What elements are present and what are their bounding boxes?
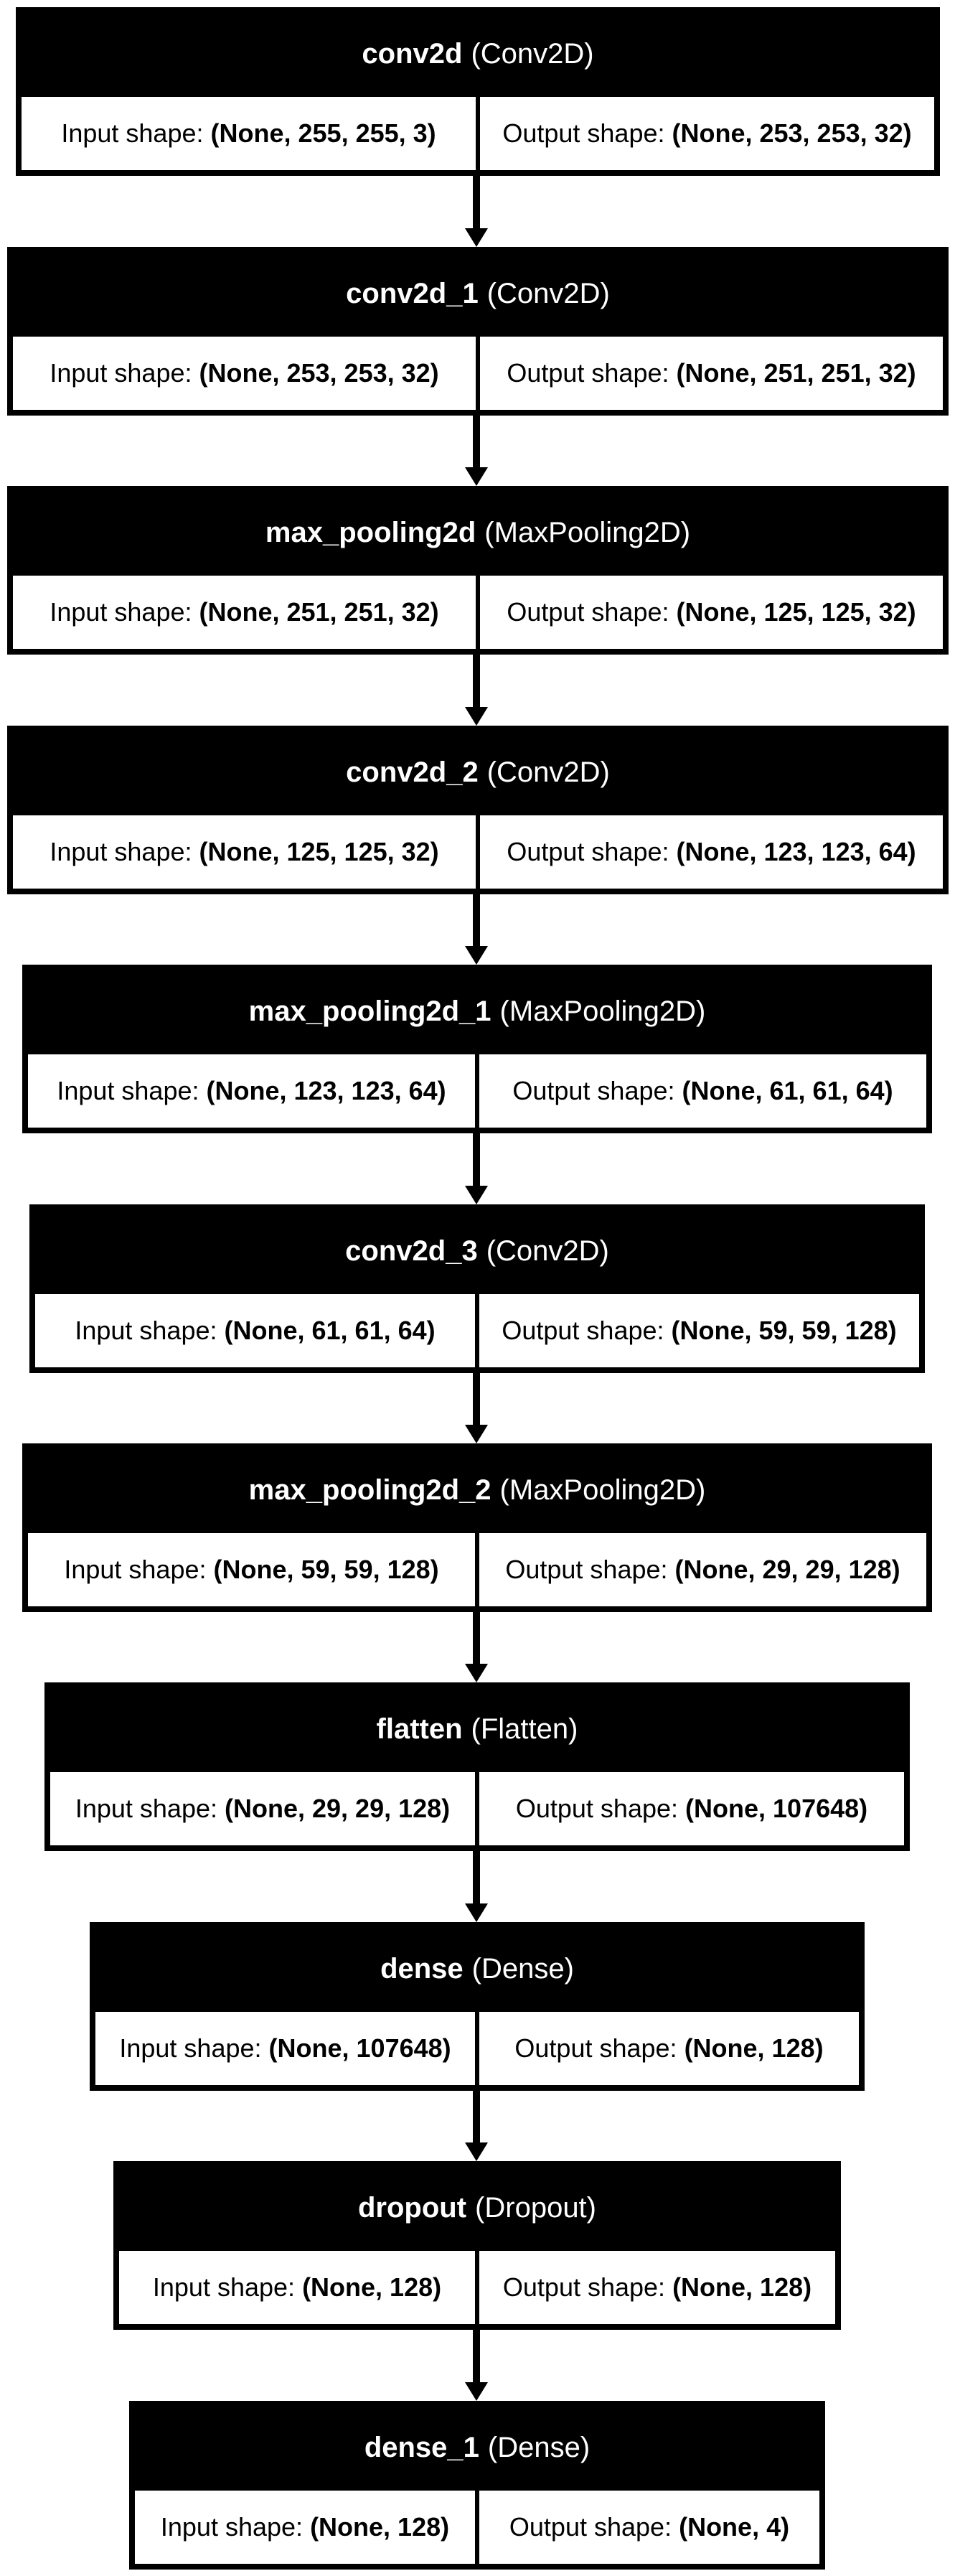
input-shape-cell	[95, 2012, 475, 2085]
output-shape-value: (None, 61, 61, 64)	[682, 1076, 893, 1105]
layer-name: conv2d_3	[345, 1235, 478, 1267]
output-shape-cell	[480, 815, 943, 889]
input-shape-label: Input shape:	[64, 1555, 207, 1584]
output-shape-value: (None, 251, 251, 32)	[676, 358, 916, 388]
layer-name: max_pooling2d	[265, 516, 476, 548]
input-shape-value: (None, 59, 59, 128)	[213, 1555, 439, 1584]
input-shape-value: (None, 128)	[302, 2272, 442, 2302]
output-shape-value: (None, 125, 125, 32)	[676, 597, 916, 627]
layer-name: conv2d_2	[346, 756, 479, 788]
input-shape-cell	[13, 337, 476, 410]
layer-name: max_pooling2d_1	[248, 995, 491, 1027]
layer-name: max_pooling2d_2	[248, 1474, 491, 1506]
layer-node	[29, 1204, 925, 1373]
output-shape-cell	[479, 2012, 859, 2085]
layer-title	[93, 1926, 861, 2012]
layer-shapes	[11, 576, 945, 651]
layer-title	[26, 1447, 928, 1533]
layer-type: (Conv2D)	[471, 37, 594, 70]
layer-shapes	[26, 1054, 928, 1130]
output-shape-cell	[479, 2491, 819, 2564]
layer-node	[129, 2401, 825, 2570]
output-shape-label: Output shape:	[502, 1316, 664, 1345]
input-shape-value: (None, 255, 255, 3)	[210, 118, 436, 148]
connector-arrow-line	[473, 176, 480, 230]
output-shape-value: (None, 253, 253, 32)	[672, 118, 912, 148]
input-shape-cell	[22, 97, 476, 170]
layer-node	[16, 7, 940, 176]
arrowhead-icon	[465, 1903, 488, 1922]
output-shape-cell	[479, 1054, 926, 1128]
layer-type: (Conv2D)	[486, 277, 610, 309]
input-shape-value: (None, 253, 253, 32)	[199, 358, 439, 388]
layer-title	[11, 250, 945, 337]
input-shape-label: Input shape:	[57, 1076, 199, 1105]
arrowhead-icon	[465, 228, 488, 247]
layer-node	[113, 2161, 841, 2330]
layer-title	[33, 1208, 921, 1294]
layer-shapes	[133, 2491, 822, 2566]
input-shape-cell	[135, 2491, 475, 2564]
layer-type: (Dense)	[471, 1952, 574, 1985]
layer-type: (Dropout)	[475, 2191, 596, 2224]
layer-node	[7, 247, 949, 416]
input-shape-label: Input shape:	[119, 2033, 262, 2063]
input-shape-label: Input shape:	[152, 2272, 296, 2302]
output-shape-label: Output shape:	[509, 2512, 672, 2542]
arrowhead-icon	[465, 1664, 488, 1682]
input-shape-label: Input shape:	[61, 118, 204, 148]
layer-name: flatten	[376, 1713, 463, 1745]
layer-shapes	[93, 2012, 861, 2087]
connector-arrow-line	[473, 416, 480, 469]
input-shape-label: Input shape:	[75, 1794, 218, 1823]
layer-title	[19, 11, 936, 97]
connector-arrow-line	[473, 2091, 480, 2144]
input-shape-cell	[13, 576, 476, 649]
output-shape-label: Output shape:	[515, 1794, 679, 1823]
output-shape-label: Output shape:	[512, 1076, 675, 1105]
layer-shapes	[33, 1294, 921, 1369]
input-shape-cell	[50, 1772, 475, 1845]
layer-name: dense_1	[364, 2431, 479, 2463]
output-shape-value: (None, 128)	[684, 2033, 824, 2063]
output-shape-label: Output shape:	[507, 597, 669, 627]
layer-node	[7, 486, 949, 655]
arrowhead-icon	[465, 467, 488, 486]
input-shape-value: (None, 125, 125, 32)	[199, 837, 439, 866]
connector-arrow-line	[473, 1851, 480, 1905]
layer-node	[7, 726, 949, 894]
output-shape-value: (None, 123, 123, 64)	[676, 837, 916, 866]
output-shape-cell	[480, 576, 943, 649]
output-shape-label: Output shape:	[507, 358, 669, 388]
layer-name: dropout	[357, 2191, 467, 2224]
layer-title	[26, 968, 928, 1054]
layer-node	[22, 965, 932, 1133]
connector-arrow-line	[473, 1373, 480, 1426]
layer-node	[44, 1682, 910, 1851]
connector-arrow-line	[473, 894, 480, 947]
layer-node	[22, 1443, 932, 1612]
output-shape-value: (None, 29, 29, 128)	[674, 1555, 900, 1584]
input-shape-value: (None, 128)	[310, 2512, 450, 2542]
arrowhead-icon	[465, 946, 488, 965]
arrowhead-icon	[465, 1425, 488, 1443]
input-shape-label: Input shape:	[50, 358, 192, 388]
output-shape-value: (None, 4)	[679, 2512, 790, 2542]
input-shape-value: (None, 29, 29, 128)	[225, 1794, 451, 1823]
output-shape-label: Output shape:	[502, 2272, 666, 2302]
output-shape-cell	[479, 1294, 919, 1367]
output-shape-cell	[479, 2251, 835, 2324]
output-shape-cell	[480, 97, 934, 170]
layer-title	[11, 490, 945, 576]
input-shape-cell	[35, 1294, 475, 1367]
layer-type: (MaxPooling2D)	[499, 995, 706, 1027]
input-shape-cell	[28, 1533, 475, 1606]
layer-name: conv2d	[362, 37, 463, 70]
layer-name: dense	[380, 1952, 464, 1985]
layer-type: (Dense)	[487, 2431, 591, 2463]
input-shape-label: Input shape:	[160, 2512, 304, 2542]
output-shape-cell	[480, 337, 943, 410]
layer-title	[11, 729, 945, 815]
connector-arrow-line	[473, 2330, 480, 2384]
input-shape-value: (None, 107648)	[268, 2033, 451, 2063]
arrowhead-icon	[465, 2142, 488, 2161]
layer-title	[48, 1686, 906, 1772]
layer-type: (MaxPooling2D)	[484, 516, 691, 548]
output-shape-label: Output shape:	[505, 1555, 668, 1584]
layer-type: (Flatten)	[471, 1713, 578, 1745]
layer-shapes	[11, 337, 945, 412]
output-shape-value: (None, 107648)	[685, 1794, 868, 1823]
layer-title	[117, 2165, 837, 2251]
layer-type: (MaxPooling2D)	[499, 1474, 706, 1506]
connector-arrow-line	[473, 1612, 480, 1665]
connector-arrow-line	[473, 1133, 480, 1187]
input-shape-cell	[119, 2251, 475, 2324]
output-shape-cell	[479, 1533, 926, 1606]
input-shape-label: Input shape:	[75, 1316, 217, 1345]
input-shape-value: (None, 251, 251, 32)	[199, 597, 439, 627]
layer-name: conv2d_1	[346, 277, 479, 309]
input-shape-value: (None, 123, 123, 64)	[206, 1076, 446, 1105]
layer-shapes	[19, 97, 936, 172]
input-shape-cell	[13, 815, 476, 889]
arrowhead-icon	[465, 1186, 488, 1204]
arrowhead-icon	[465, 2382, 488, 2401]
layer-shapes	[117, 2251, 837, 2326]
output-shape-label: Output shape:	[514, 2033, 677, 2063]
layer-shapes	[26, 1533, 928, 1608]
input-shape-cell	[28, 1054, 475, 1128]
connector-arrow-line	[473, 655, 480, 708]
output-shape-cell	[479, 1772, 904, 1845]
layer-node	[90, 1922, 865, 2091]
output-shape-label: Output shape:	[502, 118, 665, 148]
input-shape-label: Input shape:	[50, 597, 192, 627]
output-shape-label: Output shape:	[507, 837, 669, 866]
layer-shapes	[11, 815, 945, 891]
input-shape-value: (None, 61, 61, 64)	[224, 1316, 436, 1345]
output-shape-value: (None, 59, 59, 128)	[671, 1316, 897, 1345]
layer-type: (Conv2D)	[486, 1235, 609, 1267]
layer-type: (Conv2D)	[486, 756, 610, 788]
arrowhead-icon	[465, 707, 488, 726]
layer-title	[133, 2404, 822, 2491]
input-shape-label: Input shape:	[50, 837, 192, 866]
output-shape-value: (None, 128)	[672, 2272, 812, 2302]
layer-shapes	[48, 1772, 906, 1847]
